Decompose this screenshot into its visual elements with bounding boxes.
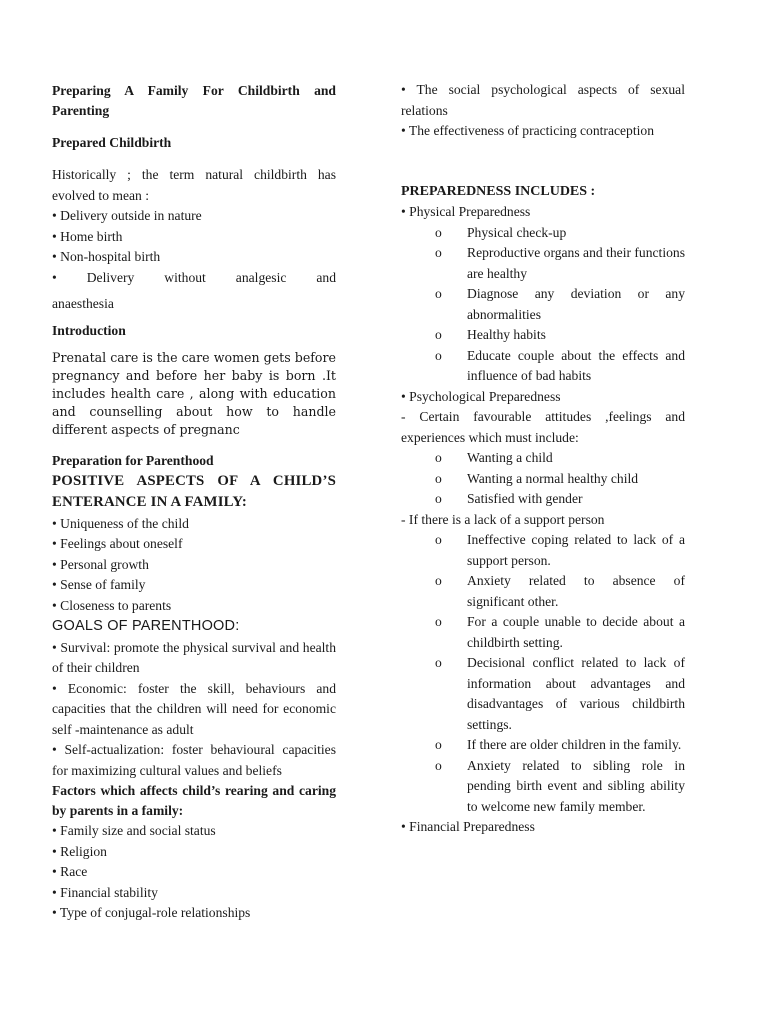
- list-item: [401, 284, 685, 325]
- list-item-text: Diagnose any deviation or any abnormalities: [467, 286, 685, 322]
- list-item: • Financial stability: [52, 884, 158, 900]
- natural-childbirth-list: [52, 206, 336, 315]
- list-item-text: For a couple unable to decide about a childbirth setting.: [467, 614, 685, 650]
- psychological-list: [401, 448, 685, 510]
- factors-list: [52, 821, 336, 924]
- list-item: • Delivery outside in nature: [52, 208, 202, 223]
- list-item: [401, 325, 685, 346]
- list-item-text: Anxiety related to sibling role in pending birth event and sibling ability to welcome new family member.: [467, 757, 685, 814]
- physical-preparedness-list: [401, 223, 685, 387]
- list-item-text: Physical check-up: [467, 224, 567, 240]
- psychological-preparedness-heading: • Psychological Preparedness: [401, 388, 561, 404]
- bullet-o: o: [435, 224, 442, 240]
- list-item: [401, 346, 685, 387]
- support-person-intro: - If there is a lack of a support person: [401, 511, 605, 527]
- list-item-text: Anxiety related to absence of significant other.: [467, 573, 685, 609]
- list-item: • Type of conjugal-role relationships: [52, 905, 251, 920]
- list-item: • Family size and social status: [52, 823, 216, 838]
- list-item: [401, 612, 685, 653]
- list-item-text: Decisional conflict related to lack of information about advantages and disadvantages of various childbirth settings.: [467, 655, 685, 732]
- list-item: • Sense of family: [52, 577, 146, 592]
- bullet-o: o: [435, 327, 442, 342]
- list-item: • The social psychological aspects of sexual relations: [401, 82, 685, 118]
- list-item-text: If there are older children in the family.: [467, 737, 682, 752]
- preparation-parenthood-heading: Preparation for Parenthood: [52, 452, 214, 468]
- list-item: • Economic: foster the skill, behaviours and capacities that the children will need for economic self -maintenance as adult: [52, 680, 336, 737]
- list-item: • Closeness to parents: [52, 597, 172, 613]
- prepared-childbirth-heading: Prepared Childbirth: [52, 135, 172, 150]
- goals-list: [52, 638, 336, 782]
- list-item: [401, 571, 685, 612]
- bullet-o: o: [435, 470, 442, 486]
- bullet-o: o: [435, 347, 442, 363]
- list-item: • The effectiveness of practicing contraception: [401, 123, 654, 138]
- list-item: [401, 530, 685, 571]
- list-item: • Personal growth: [52, 556, 149, 572]
- bullet-o: o: [435, 450, 442, 465]
- list-item: [401, 756, 685, 818]
- list-item: • Delivery without analgesic and: [52, 269, 336, 285]
- introduction-heading: Introduction: [52, 322, 126, 338]
- bullet-o: o: [435, 757, 442, 773]
- positive-aspects-heading: POSITIVE ASPECTS OF A CHILD’S ENTERANCE IN A FAMILY:: [52, 472, 336, 510]
- support-person-list: [401, 530, 685, 817]
- historically-paragraph: Historically ; the term natural childbirth has evolved to mean :: [52, 167, 336, 203]
- list-item-text: Educate couple about the effects and influence of bad habits: [467, 347, 685, 383]
- list-item-text: Healthy habits: [467, 327, 546, 342]
- list-item: [401, 223, 685, 244]
- bullet-o: o: [435, 286, 442, 301]
- bullet-o: o: [435, 245, 442, 260]
- bullet-o: o: [435, 655, 442, 670]
- list-item: • Religion: [52, 843, 107, 859]
- introduction-paragraph: Prenatal care is the care women gets before pregnancy and before her baby is born .It includes health care , along with education and counselling about how to handle different aspects of pregnanc: [52, 349, 336, 437]
- list-item: [401, 469, 685, 490]
- bullet-o: o: [435, 573, 442, 588]
- list-item: [401, 653, 685, 735]
- list-item: • Race: [52, 864, 88, 879]
- physical-preparedness-heading: • Physical Preparedness: [401, 204, 531, 219]
- list-item: [401, 489, 685, 510]
- list-item: [401, 448, 685, 469]
- list-item-text: Satisfied with gender: [467, 491, 583, 506]
- preparedness-heading: PREPAREDNESS INCLUDES :: [401, 183, 596, 199]
- sexuality-list: [401, 80, 685, 142]
- list-item: • Survival: promote the physical survival and health of their children: [52, 639, 336, 675]
- list-item-continuation: anaesthesia: [52, 296, 114, 311]
- positive-aspects-list: [52, 514, 336, 617]
- list-item: • Feelings about oneself: [52, 536, 183, 551]
- left-column: [52, 80, 336, 924]
- bullet-o: o: [435, 491, 442, 506]
- list-item: • Uniqueness of the child: [52, 515, 189, 531]
- bullet-o: o: [435, 614, 442, 629]
- list-item-text: Ineffective coping related to lack of a support person.: [467, 532, 685, 568]
- list-item: • Non-hospital birth: [52, 249, 161, 264]
- bullet-o: o: [435, 532, 442, 547]
- factors-heading: Factors which affects child’s rearing and caring by parents in a family:: [52, 783, 336, 818]
- list-item-text: Wanting a normal healthy child: [467, 470, 639, 486]
- bullet-o: o: [435, 737, 442, 752]
- right-column: [401, 80, 685, 838]
- list-item: [401, 243, 685, 284]
- psychological-intro: - Certain favourable attitudes ,feelings and experiences which must include:: [401, 409, 685, 445]
- list-item-text: Wanting a child: [467, 450, 553, 465]
- document-title: Preparing A Family For Childbirth and Parenting: [52, 83, 336, 118]
- goals-heading: GOALS OF PARENTHOOD:: [52, 618, 240, 634]
- financial-preparedness-heading: • Financial Preparedness: [401, 819, 535, 834]
- list-item: • Self-actualization: foster behavioural capacities for maximizing cultural values and beliefs: [52, 742, 336, 778]
- list-item: [401, 735, 685, 756]
- list-item: • Home birth: [52, 228, 123, 244]
- list-item-text: Reproductive organs and their functions are healthy: [467, 245, 685, 281]
